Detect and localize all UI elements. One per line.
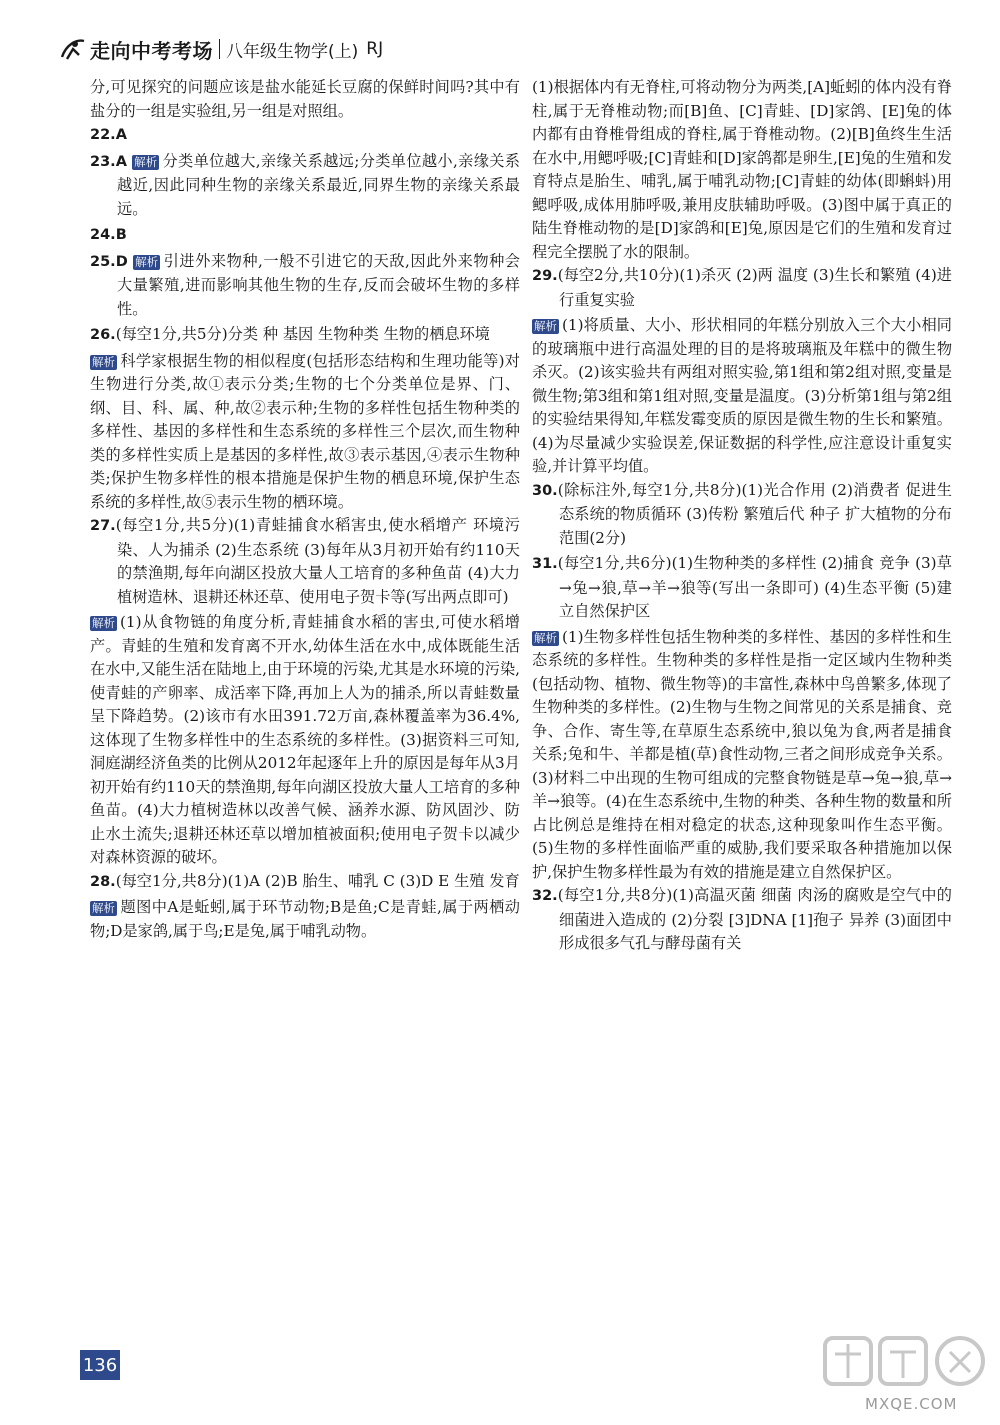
page-number: 136 [80,1350,120,1380]
book-title: 八年级生物学(上) [226,41,359,62]
analysis-26 [90,350,520,515]
analysis-29 [532,314,952,479]
analysis-27 [90,611,520,870]
analysis-badge: 解析 [135,254,159,269]
continued-text: 分,可见探究的问题应该是盐水能延长豆腐的保鲜时间吗?其中有盐分的一组是实验组,另一组是对照组。 [90,78,520,120]
analysis-badge: 解析 [92,354,115,369]
page-header [58,32,383,66]
analysis-text: 引进外来物种,一般不引进它的天敌,因此外来物种会大量繁殖,进而影响其他生物的生存,反而会破坏生物的多样性。 [117,251,520,318]
analysis-badge: 解析 [92,901,115,915]
answer-27: 27.(每空1分,共5分)(1)青蛙捕食水稻害虫,使水稻增产 环境污染、人为捕杀 (2)生态系统 (3)每年从3月初开始有约110天的禁渔期,每年向湖区投放大量人工培育的多种鱼苗 (4)大力植树造林、退耕还林还草、使用电子贺卡等(写出两点即可) [90,516,520,606]
answer-28: 28.(每空1分,共8分)(1)A (2)B 胎生、哺乳 C (3)D E 生殖 发育 [90,871,520,890]
analysis-badge: 解析 [534,630,557,645]
answer-23: 23.A 解析 分类单位越大,亲缘关系越远;分类单位越小,亲缘关系越近,因此同种生物的亲缘关系最近,同界生物的亲缘关系最远。 [90,151,520,218]
answer-24: 24.B [90,227,127,243]
answer-26: 26.(每空1分,共5分)分类 种 基因 生物种类 生物的栖息环境 [90,325,490,343]
answer-text: (除标注外,每空1分,共8分)(1)光合作用 (2)消费者 促进生态系统的物质循环 (3)传粉 繁殖后代 种子 扩大植物的分布范围(2分) [557,480,952,547]
answer-25: 25.D 解析 引进外来物种,一般不引进它的天敌,因此外来物种会大量繁殖,进而影响其他生物的生存,反而会破坏生物的多样性。 [90,251,520,318]
brand-title: 走向中考考场 [90,38,213,63]
answer-text: (每空1分,共8分)(1)高温灭菌 细菌 肉汤的腐败是空气中的细菌进入造成的 (2)分裂 [3]DNA [1]孢子 异养 (3)面团中形成很多气孔与酵母菌有关 [557,886,952,952]
header-divider [219,39,220,59]
answer-32: 32.(每空1分,共8分)(1)高温灭菌 细菌 肉汤的腐败是空气中的细菌进入造成的 (2)分裂 [3]DNA [1]孢子 异养 (3)面团中形成很多气孔与酵母菌有关 [532,886,952,952]
answer-22: 22.A [90,127,127,143]
answer-text: (每空1分,共5分)(1)青蛙捕食水稻害虫,使水稻增产 环境污染、人为捕杀 (2)生态系统 (3)每年从3月初开始有约110天的禁渔期,每年向湖区投放大量人工培育的多种鱼苗 (4)大力植树造林、退耕还林还草、使用电子贺卡等(写出两点即可) [115,516,520,606]
runner-logo-icon [58,35,86,63]
continued-text: (1)根据体内有无脊柱,可将动物分为两类,[A]蚯蚓的体内没有脊柱,属于无脊椎动物;而[B]鱼、[C]青蛙、[D]家鸽、[E]兔的体内都有由脊椎骨组成的脊柱,属于脊椎动物。(2)[B]鱼终生生活在水中,用鳃呼吸;[C]青蛙和[D]家鸽都是卵生,[E]兔的生殖和发育特点是胎生、哺乳,属于哺乳动物;[C]青蛙的幼体(即蝌蚪)用鳃呼吸,成体用肺呼吸,兼用皮肤辅助呼吸。(3)图中属于真正的陆生脊椎动物的是[D]家鸽和[E]兔,原因是它们的生殖和发育过程完全摆脱了水的限制。 [532,78,952,261]
watermark-url: MXQE.COM [865,1395,958,1413]
answer-text: (每空1分,共5分)分类 种 基因 生物种类 生物的栖息环境 [115,325,490,343]
analysis-badge: 解析 [134,154,158,169]
analysis-badge: 解析 [92,616,115,630]
answer-text: (每空1分,共8分)(1)A (2)B 胎生、哺乳 C (3)D E 生殖 发育 [115,871,520,890]
edition-label: RJ [366,39,384,59]
right-column [532,76,952,958]
analysis-text: (1)生物多样性包括生物种类的多样性、基因的多样性和生态系统的多样性。生物种类的多样性是指一定区域内生物种类(包括动物、植物、微生物等)的丰富性,森林中鸟兽繁多,体现了生物种类的多样性。(2)生物与生物之间常见的关系是捕食、竞争、合作、寄生等,在草原生态系统中,狼以兔为食,两者是捕食关系;兔和牛、羊都是植(草)食性动物,三者之间形成竞争关系。(3)材料二中出现的生物可组成的完整食物链是草→兔→狼,草→羊→狼等。(4)在生态系统中,生物的种类、各种生物的数量和所占比例总是维持在相对稳定的状态,这种现象叫作生态平衡。(5)生物的多样性面临严重的威胁,我们要采取各种措施加以保护,保护生物多样性最为有效的措施是建立自然保护区。 [532,627,952,881]
answer-text: (每空2分,共10分)(1)杀灭 (2)两 温度 (3)生长和繁殖 (4)进行重复实验 [557,266,952,309]
left-column [90,76,520,943]
answer-31: 31.(每空1分,共6分)(1)生物种类的多样性 (2)捕食 竞争 (3)草→兔→狼,草→羊→狼等(写出一条即可) (4)生态平衡 (5)建立自然保护区 [532,554,952,620]
analysis-badge: 解析 [534,319,557,333]
watermark-logo-icon [820,1330,990,1390]
analysis-text: 题图中A是蚯蚓,属于环节动物;B是鱼;C是青蛙,属于两栖动物;D是家鸽,属于鸟;E是兔,属于哺乳动物。 [90,898,520,940]
answer-29: 29.(每空2分,共10分)(1)杀灭 (2)两 温度 (3)生长和繁殖 (4)进行重复实验 [532,266,952,309]
answer-30: 30.(除标注外,每空1分,共8分)(1)光合作用 (2)消费者 促进生态系统的物质循环 (3)传粉 繁殖后代 种子 扩大植物的分布范围(2分) [532,480,952,547]
analysis-text: (1)从食物链的角度分析,青蛙捕食水稻的害虫,可使水稻增产。青蛙的生殖和发育离不开水,幼体生活在水中,成体既能生活在水中,又能生活在陆地上,由于环境的污染,尤其是水环境的污染,使青蛙的产卵率、成活率下降,再加上人为的捕杀,所以青蛙数量呈下降趋势。(2)该市有水田391.72万亩,森林覆盖率为36.4%,这体现了生物多样性中的生态系统的多样性。(3)据资料三可知,洞庭湖经济鱼类的比例从2012年起逐年上升的原因是每年从3月初开始有约110天的禁渔期,每年向湖区投放大量人工培育的多种鱼苗。(4)大力植树造林以改善气候、涵养水源、防风固沙、防止水土流失;退耕还林还草以增加植被面积;使用电子贺卡以减少对森林资源的破坏。 [90,613,520,866]
answer-text: (每空1分,共6分)(1)生物种类的多样性 (2)捕食 竞争 (3)草→兔→狼,草→羊→狼等(写出一条即可) (4)生态平衡 (5)建立自然保护区 [557,554,952,620]
analysis-text: 科学家根据生物的相似程度(包括形态结构和生理功能等)对生物进行分类,故①表示分类;生物的七个分类单位是界、门、纲、目、科、属、种,故②表示种;生物的多样性包括生物种类的多样性、基因的多样性和生态系统的多样性三个层次,而生物种类的多样性实质上是基因的多样性,故③表示基因,④表示生物种类;保护生物多样性的根本措施是保护生物的栖息环境,保护生态系统的多样性,故⑤表示生物的栖环境。 [90,351,520,511]
analysis-text: 分类单位越大,亲缘关系越远;分类单位越小,亲缘关系越近,因此同种生物的亲缘关系最近,同界生物的亲缘关系最远。 [117,151,520,218]
analysis-28 [90,896,520,943]
analysis-31 [532,626,952,885]
analysis-text: (1)将质量、大小、形状相同的年糕分别放入三个大小相同的玻璃瓶中进行高温处理的目的是将玻璃瓶及年糕中的微生物杀灭。(2)该实验共有两组对照实验,第1组和第2组对照,变量是微生物;第3组和第1组对照,变量是温度。(3)分析第1组与第2组的实验结果得知,年糕发霉变质的原因是微生物的生长和繁殖。(4)为尽量减少实验误差,保证数据的科学性,应注意设计重复实验,并计算平均值。 [532,316,952,475]
